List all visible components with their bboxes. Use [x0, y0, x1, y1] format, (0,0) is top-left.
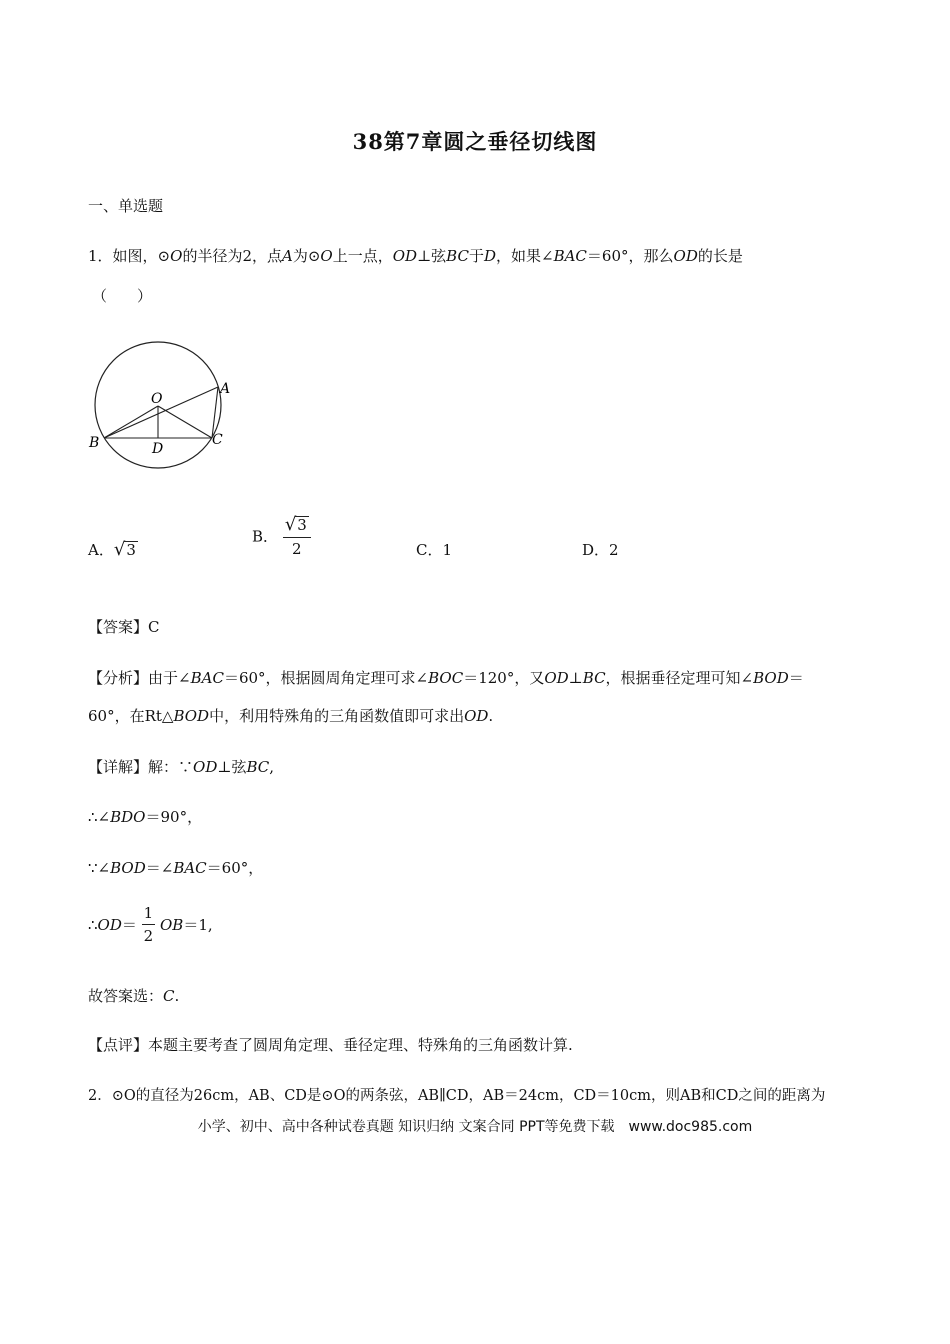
segment-ac	[212, 387, 218, 438]
page-title: 38第7章圆之垂径切线图	[352, 129, 598, 154]
detail-line-1: 【详解】解：∵OD⊥弦BC,	[88, 758, 275, 776]
segment-ob	[104, 406, 158, 438]
option-b: B． $\frac{√3}{2}$	[252, 516, 311, 557]
option-c: C．1	[416, 541, 453, 559]
option-a: A．√3	[88, 539, 136, 560]
comment-line: 【点评】本题主要考查了圆周角定理、垂径定理、特殊角的三角函数计算.	[88, 1036, 573, 1054]
question-1-text: 1．如图，⊙O的半径为2，点A为⊙O上一点，OD⊥弦BC于D，如果∠BAC＝60°，那么OD的长是	[88, 247, 743, 265]
question-2-text: 2．⊙O的直径为26cm，AB、CD是⊙O的两条弦，AB∥CD，AB＝24cm，CD＝10cm，则AB和CD之间的距离为	[88, 1088, 826, 1104]
label-d: D	[152, 441, 164, 457]
section-heading: 一、单选题	[88, 197, 164, 215]
detail-line-2: ∴∠BDO＝90°，	[88, 808, 203, 826]
answer-line: 【答案】C	[88, 618, 160, 636]
answer-blank: （ ）	[92, 287, 153, 305]
label-c: C	[212, 432, 223, 448]
circle-figure	[80, 335, 250, 475]
detail-line-3: ∵∠BOD＝∠BAC＝60°，	[88, 859, 264, 877]
analysis-line-2: 60°，在Rt△BOD中，利用特殊角的三角函数值即可求出OD.	[88, 707, 494, 725]
label-o: O	[151, 391, 163, 407]
label-b: B	[89, 435, 100, 451]
fraction-one-half: $\frac{1}{2}$	[143, 904, 154, 945]
detail-line-4: ∴OD＝ $\frac{1}{2}$ OB＝1,	[88, 904, 213, 945]
label-a: A	[220, 381, 231, 397]
detail-conclusion: 故答案选：C.	[88, 987, 180, 1005]
segment-oc	[158, 406, 212, 438]
footer-banner: 小学、初中、高中各种试卷真题 知识归纳 文案合同 PPT等免费下载 www.doc985.com	[197, 1119, 753, 1135]
analysis-line-1: 【分析】由于∠BAC＝60°，根据圆周角定理可求∠BOC＝120°，又OD⊥BC，根据垂径定理可知∠BOD＝	[88, 669, 804, 687]
option-d: D．2	[582, 541, 619, 559]
